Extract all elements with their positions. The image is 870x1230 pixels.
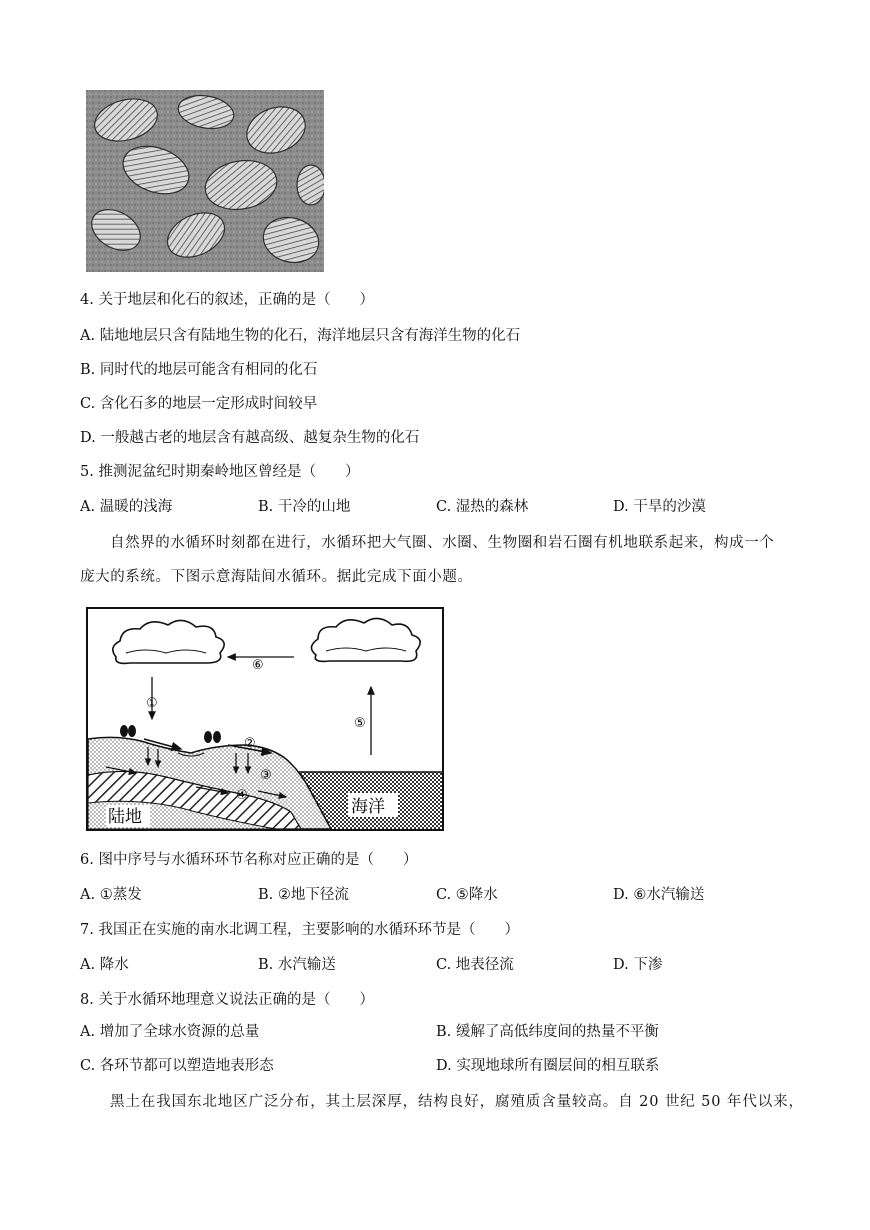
q6-option-a: A. ①蒸发 (80, 887, 142, 903)
q4-option-d: D. 一般越古老的地层含有越高级、越复杂生物的化石 (80, 430, 420, 446)
black-soil-intro-line-1: 黑土在我国东北地区广泛分布，其土层深厚，结构良好，腐殖质含量较高。自 20 世纪 50 年代以来， (110, 1094, 804, 1110)
q7-option-d: D. 下渗 (613, 957, 663, 973)
q5-option-a: A. 温暖的浅海 (80, 499, 173, 515)
label-5: ⑤ (354, 716, 366, 731)
intro-paragraph-line-1: 自然界的水循环时刻都在进行，水循环把大气圈、水圈、生物圈和岩石圈有机地联系起来，构成一个 (110, 535, 775, 551)
q5-option-d: D. 干旱的沙漠 (613, 499, 706, 515)
q4-stem: 4. 关于地层和化石的叙述，正确的是（ ） (80, 292, 374, 308)
q8-option-d: D. 实现地球所有圈层间的相互联系 (436, 1058, 660, 1074)
q8-option-c: C. 各环节都可以塑造地表形态 (80, 1058, 274, 1074)
q6-option-b: B. ②地下径流 (258, 887, 349, 903)
label-3: ③ (260, 768, 272, 783)
label-6: ⑥ (252, 658, 264, 673)
water-cycle-diagram (86, 607, 446, 833)
intro-paragraph-line-2: 庞大的系统。下图示意海陆间水循环。据此完成下面小题。 (80, 569, 473, 585)
fossil-photo (86, 90, 324, 272)
q5-option-b: B. 干冷的山地 (258, 499, 351, 515)
label-2: ② (244, 736, 256, 751)
q5-option-c: C. 湿热的森林 (436, 499, 529, 515)
q7-option-a: A. 降水 (80, 957, 129, 973)
label-1: ① (146, 696, 158, 711)
q4-option-a: A. 陆地地层只含有陆地生物的化石，海洋地层只含有海洋生物的化石 (80, 328, 521, 344)
q6-option-c: C. ⑤降水 (436, 887, 498, 903)
q4-option-c: C. 含化石多的地层一定形成时间较早 (80, 396, 318, 412)
ocean-label: 海洋 (351, 797, 385, 817)
q5-stem: 5. 推测泥盆纪时期秦岭地区曾经是（ ） (80, 464, 360, 480)
q7-option-b: B. 水汽输送 (258, 957, 336, 973)
q7-option-c: C. 地表径流 (436, 957, 514, 973)
q7-stem: 7. 我国正在实施的南水北调工程，主要影响的水循环环节是（ ） (80, 922, 519, 938)
q8-stem: 8. 关于水循环地理意义说法正确的是（ ） (80, 992, 374, 1008)
label-4: ④ (236, 788, 248, 803)
q8-option-b: B. 缓解了高低纬度间的热量不平衡 (436, 1024, 659, 1040)
q4-option-b: B. 同时代的地层可能含有相同的化石 (80, 362, 318, 378)
q6-stem: 6. 图中序号与水循环环节名称对应正确的是（ ） (80, 852, 418, 868)
land-label: 陆地 (108, 807, 142, 827)
q6-option-d: D. ⑥水汽输送 (613, 887, 705, 903)
q8-option-a: A. 增加了全球水资源的总量 (80, 1024, 260, 1040)
